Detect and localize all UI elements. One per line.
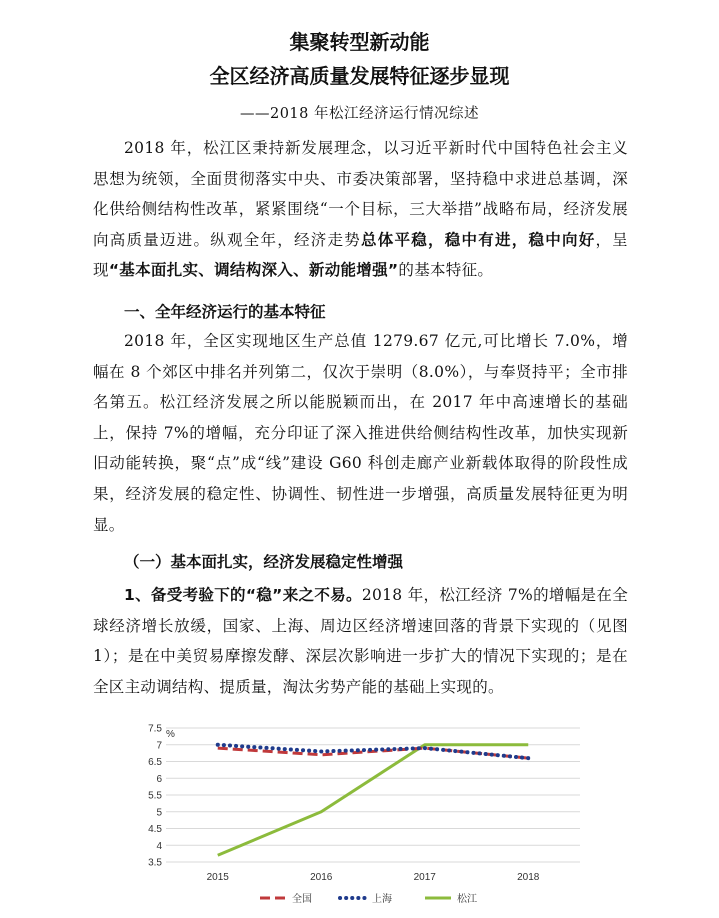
chart-legend — [260, 892, 477, 905]
y-tick-label: 7 — [156, 740, 162, 752]
x-tick-label: 2018 — [517, 872, 540, 883]
page-title: 集聚转型新动能 — [289, 30, 430, 54]
y-axis-label: % — [166, 729, 175, 740]
legend-label: 上海 — [372, 894, 392, 905]
subtitle: ——2018 年松江经济运行情况综述 — [239, 106, 479, 122]
y-tick-label: 6 — [156, 773, 162, 785]
paragraph-stability — [93, 580, 628, 702]
chart-grid — [166, 728, 580, 862]
x-tick-label: 2015 — [206, 872, 229, 883]
legend-label: 全国 — [292, 894, 312, 905]
y-axis-ticks — [148, 724, 162, 869]
y-tick-label: 3.5 — [148, 857, 162, 869]
series-line-0 — [218, 748, 529, 758]
x-tick-label: 2016 — [310, 872, 333, 883]
intro-bold-trend: 总体平稳，稳中有进，稳中向好 — [360, 230, 596, 249]
intro-text-3: 的基本特征。 — [398, 261, 494, 280]
stability-text: 2018 年，松江经济 7%的增幅是在全球经济增长放缓，国家、上海、周边区经济增速回落的背景下实现的（见图 1）；是在中美贸易摩擦发酵、深层次影响进一步扩大的情况下实现的；是在全区主动调结构、提质量，淘汰劣势产能的基础上实现的。 — [93, 586, 629, 696]
subsection-heading: （一）基本面扎实，经济发展稳定性增强 — [124, 553, 404, 571]
y-tick-label: 7.5 — [148, 723, 162, 735]
page-title-line2: 全区经济高质量发展特征逐步显现 — [209, 64, 510, 88]
y-tick-label: 4 — [156, 840, 162, 852]
paragraph-basic-features: 2018 年，全区实现地区生产总值 1279.67 亿元,可比增长 7.0%，增幅在 8 个郊区中排名并列第二，仅次于崇明（8.0%），与奉贤持平；全市排名第五。松江经济发展之所以能脱颖而出，在 2017 年中高速增长的基础上，保持 7%的增幅，充分印证了深入推进供给侧结构性改革，加快实现新旧动能转换，聚“点”成“线”建设 G60 科创走廊产业新载体取得的阶段性成果，经济发展的稳定性、协调性、韧性进一步增强，高质量发展特征更为明显。 — [93, 332, 628, 534]
intro-text: 2018 年，松江区秉持新发展理念，以习近平新时代中国特色社会主义思想为统领，全面贯彻落实中央、市委决策部署，坚持稳中求进总基调，深化供给侧结构性改革，紧紧围绕“一个目标，三大举措”战略布局，经济发展向高质量迈进。纵观全年，经济走势 — [93, 139, 628, 249]
growth-line-chart — [140, 714, 580, 910]
x-axis-ticks — [207, 872, 540, 883]
y-tick-label: 6.5 — [148, 757, 162, 768]
y-tick-label: 4.5 — [148, 824, 162, 835]
y-tick-label: 5.5 — [148, 790, 162, 802]
legend-label: 松江 — [457, 894, 477, 905]
section-heading: 一、全年经济运行的基本特征 — [124, 303, 326, 321]
y-tick-label: 5 — [156, 807, 162, 819]
paragraph-intro — [93, 133, 628, 286]
intro-text-2: ，呈现 — [93, 230, 628, 280]
x-tick-label: 2017 — [413, 872, 436, 883]
intro-bold-features: “基本面扎实、调结构深入、新动能增强” — [108, 261, 399, 280]
stability-lead: 1、备受考验下的“稳”来之不易。 — [124, 586, 362, 604]
